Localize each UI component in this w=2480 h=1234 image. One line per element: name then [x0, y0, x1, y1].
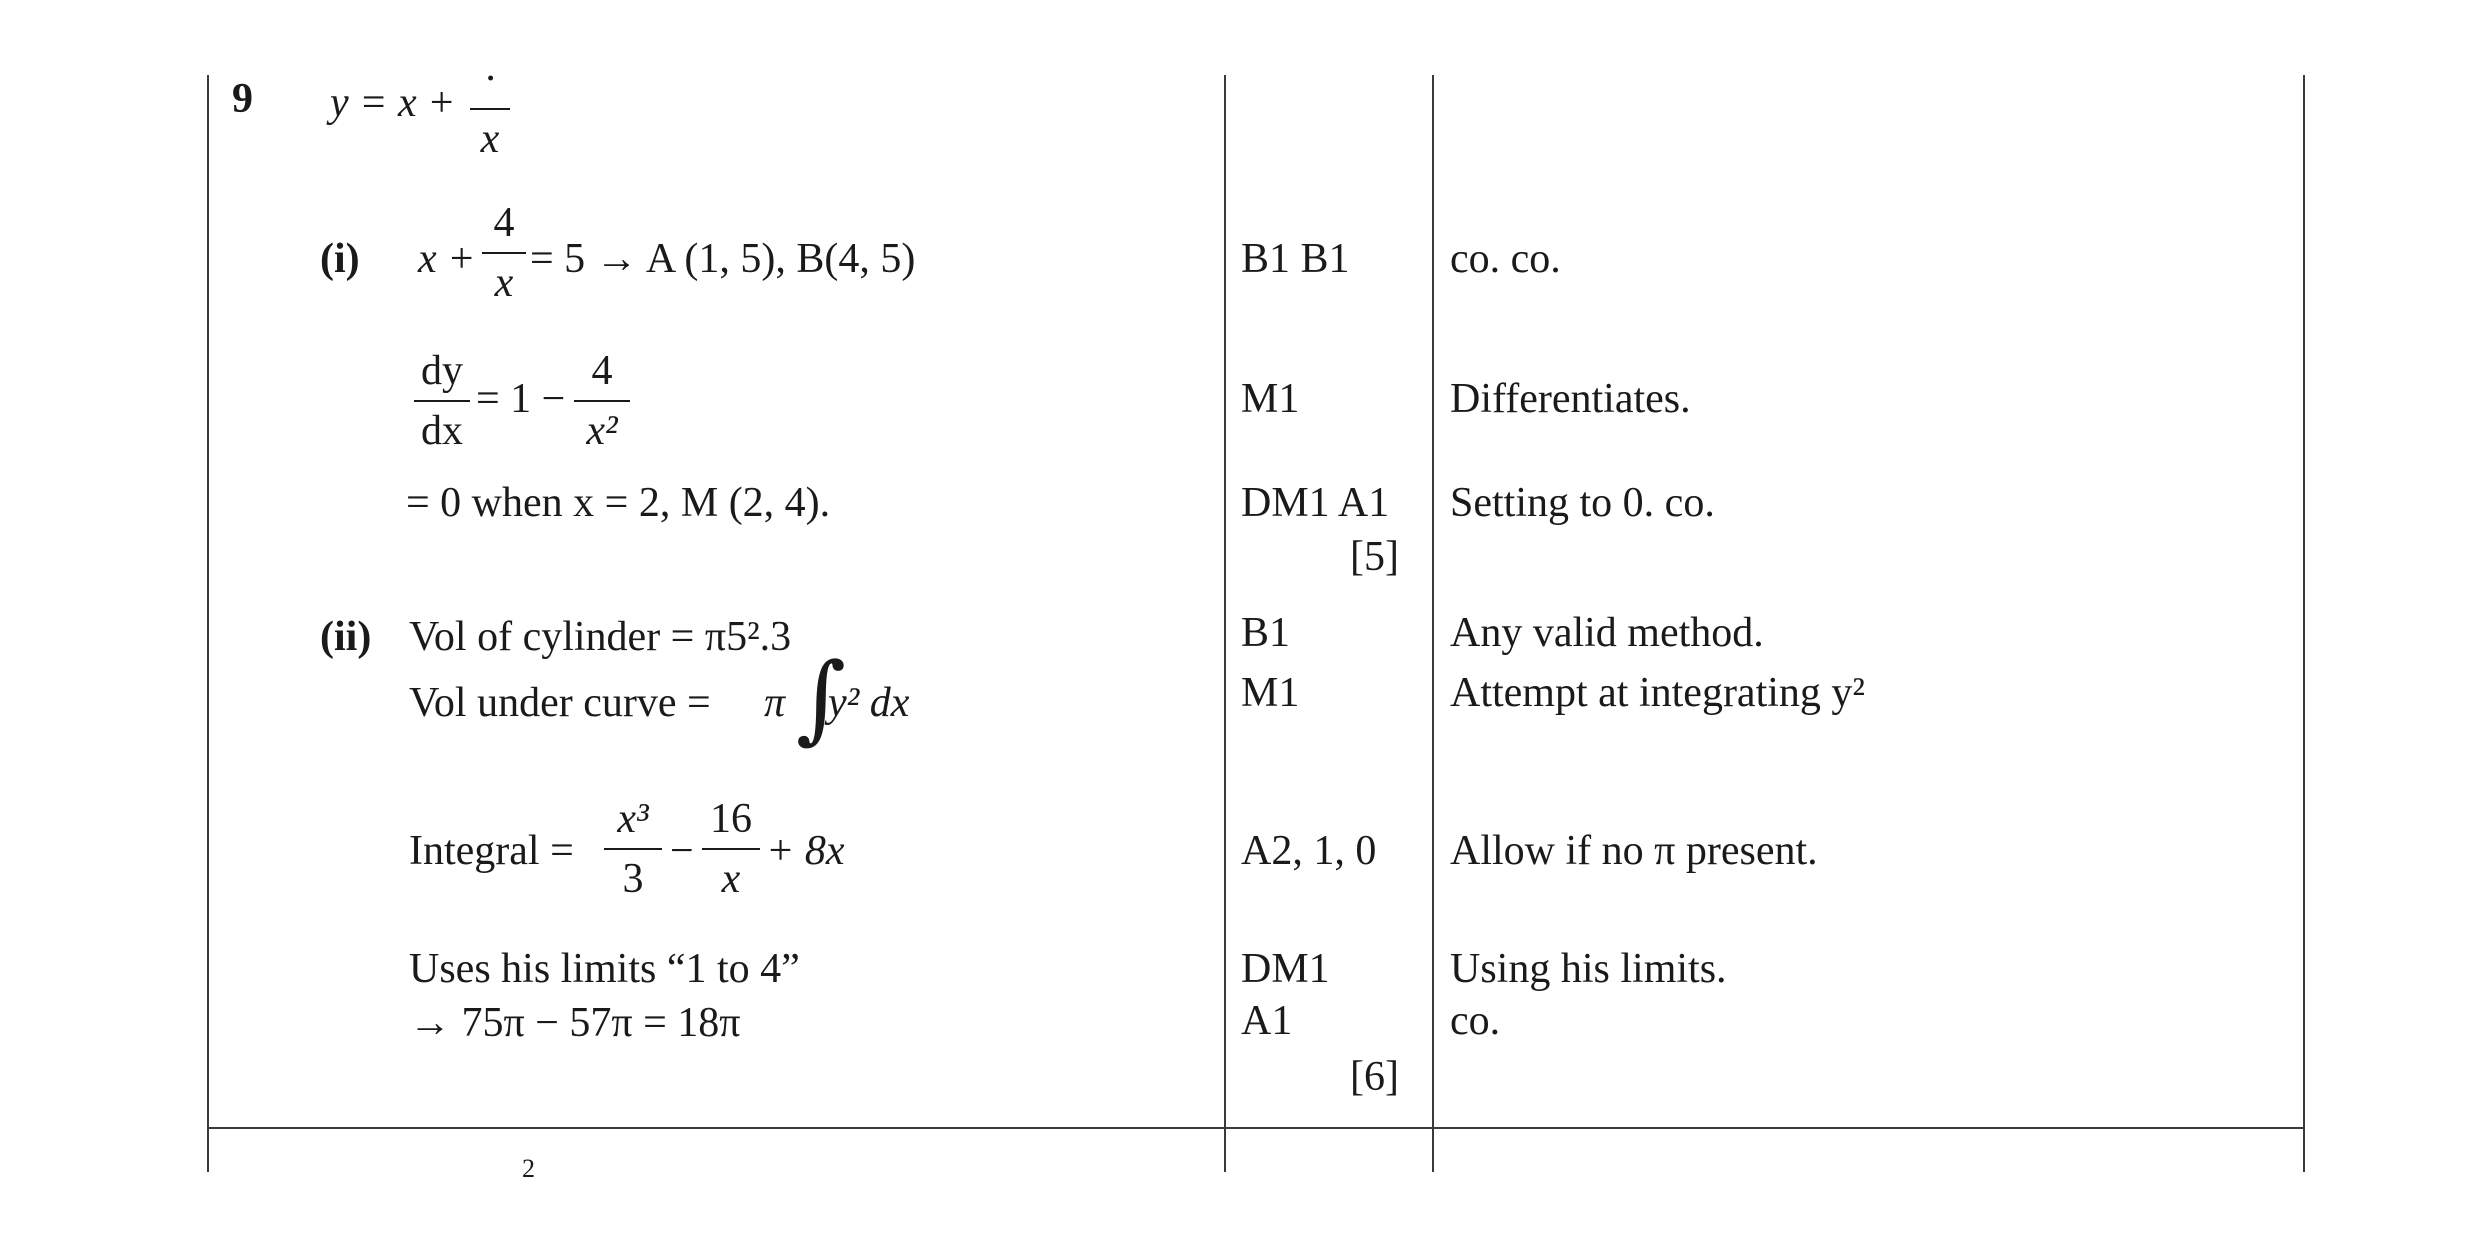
- part-i-mark-2: M1: [1241, 376, 1300, 422]
- row-separator: [207, 1127, 2305, 1129]
- notes-column-divider: [1432, 75, 1434, 1172]
- part-ii-line2-pre: Vol under curve =: [409, 680, 711, 726]
- part-i-mark-3: DM1 A1: [1241, 480, 1390, 526]
- part-ii-label: (ii): [320, 614, 372, 660]
- part-i-note-1: co. co.: [1450, 236, 1561, 282]
- fraction-denominator: x: [494, 260, 514, 306]
- fraction-numerator: x³: [617, 796, 649, 842]
- part-ii-note-5: co.: [1450, 998, 1501, 1044]
- part-i-label: (i): [320, 236, 360, 282]
- derivative-denominator: dx: [421, 408, 463, 454]
- part-i-line2-mid: = 1 −: [476, 376, 566, 422]
- fraction-numerator: 16: [710, 796, 752, 842]
- part-i-line1-post: = 5 → A (1, 5), B(4, 5): [530, 236, 916, 282]
- part-ii-total: [6]: [1350, 1054, 1399, 1100]
- fraction-denominator: x: [721, 856, 741, 902]
- part-ii-mark-4: DM1: [1241, 946, 1330, 992]
- part-ii-mark-2: M1: [1241, 670, 1300, 716]
- part-ii-line3-operator: −: [670, 828, 694, 874]
- fraction-numerator: ·: [484, 56, 496, 102]
- part-ii-note-4: Using his limits.: [1450, 946, 1727, 992]
- integral-sign: ∫: [796, 642, 847, 754]
- fraction-numerator: 4: [493, 200, 515, 246]
- marks-column-divider: [1224, 75, 1226, 1172]
- part-ii-note-1: Any valid method.: [1450, 610, 1764, 656]
- table-right-border: [2303, 75, 2305, 1172]
- fraction-denominator: x: [480, 116, 500, 162]
- question-equation-lhs: y = x +: [330, 80, 456, 126]
- part-ii-line1: Vol of cylinder = π5².3: [409, 614, 792, 660]
- part-ii-line5: → 75π − 57π = 18π: [409, 1000, 741, 1046]
- part-ii-line4: Uses his limits “1 to 4”: [409, 946, 800, 992]
- part-ii-line2-pi: π: [764, 680, 786, 726]
- part-ii-note-3: Allow if no π present.: [1450, 828, 1818, 874]
- fraction-denominator: x²: [586, 408, 618, 454]
- part-ii-fraction-1: [604, 798, 662, 900]
- part-ii-line2-integrand: y² dx: [828, 680, 910, 726]
- derivative-dy-dx: [414, 350, 470, 452]
- question-number: 9: [232, 76, 253, 122]
- part-ii-mark-3: A2, 1, 0: [1241, 828, 1377, 874]
- part-i-line2-fraction: [574, 350, 630, 452]
- fraction-numerator: 4: [591, 348, 613, 394]
- part-ii-fraction-2: [702, 798, 760, 900]
- part-i-note-2: Differentiates.: [1450, 376, 1691, 422]
- part-ii-mark-1: B1: [1241, 610, 1291, 656]
- part-ii-note-2: Attempt at integrating y²: [1450, 670, 1865, 716]
- part-i-total: [5]: [1350, 534, 1399, 580]
- next-row-fragment: 2: [522, 1154, 535, 1183]
- part-i-mark-1: B1 B1: [1241, 236, 1350, 282]
- part-i-line3: = 0 when x = 2, M (2, 4).: [406, 480, 831, 526]
- part-ii-line3-post: + 8x: [766, 828, 845, 874]
- question-equation-fraction: [470, 58, 510, 160]
- part-i-note-3: Setting to 0. co.: [1450, 480, 1715, 526]
- part-ii-line3-pre: Integral =: [409, 828, 574, 874]
- part-ii-mark-5: A1: [1241, 998, 1293, 1044]
- derivative-numerator: dy: [421, 348, 463, 394]
- fraction-denominator: 3: [622, 856, 644, 902]
- part-i-line1-pre: x +: [418, 236, 476, 282]
- part-i-line1-fraction: [482, 202, 526, 304]
- table-left-border: [207, 75, 209, 1172]
